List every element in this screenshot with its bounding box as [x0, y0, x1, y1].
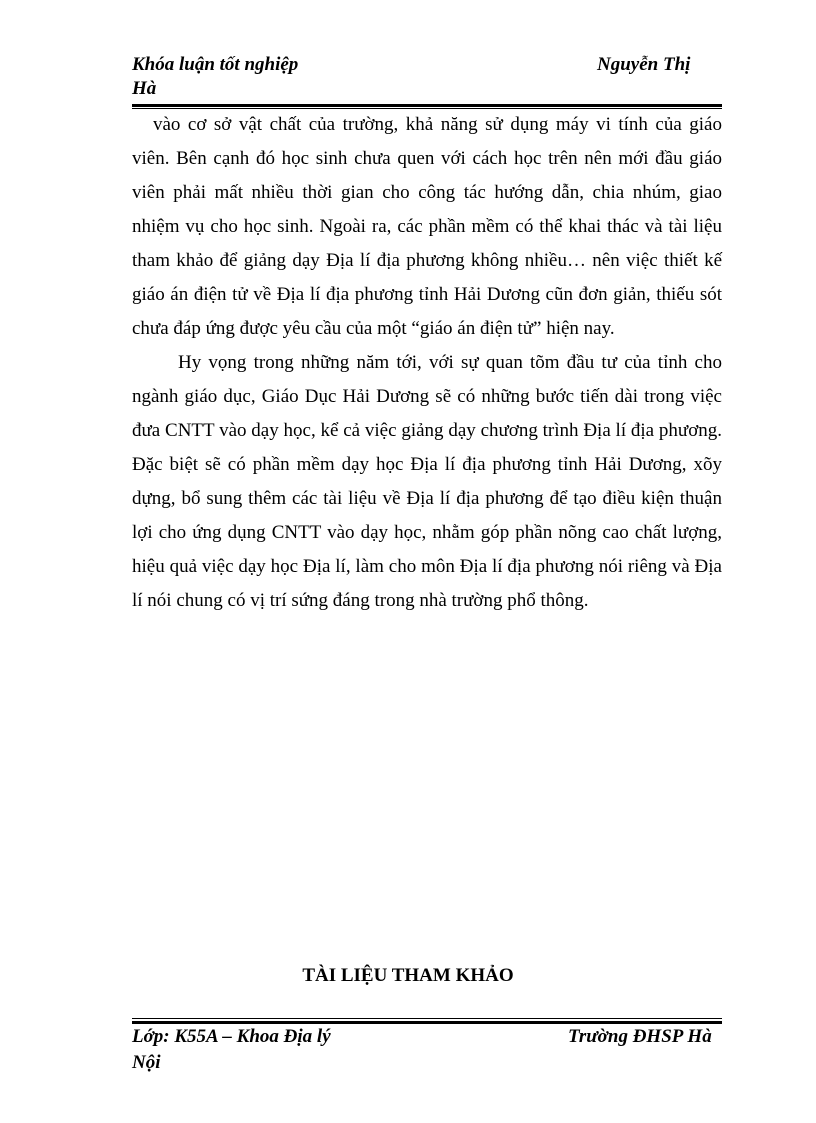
body-paragraph-2: Hy vọng trong những năm tới, với sự quan tõm đầu tư của tỉnh cho ngành giáo dục, Giáo Dục Hải Dương sẽ có những bước tiến dài trong việc đưa CNTT vào dạy học, kể cả việc giảng dạy chương trình Địa lí địa phương. Đặc biệt sẽ có phần mềm dạy học Địa lí địa phương tỉnh Hải Dương, xõy dựng, bổ sung thêm các tài liệu về Địa lí địa phương để tạo điều kiện thuận lợi cho ứng dụng CNTT vào dạy học, nhằm góp phần nõng cao chất lượng, hiệu quả việc dạy học Địa lí, làm cho môn Địa lí địa phương nói riêng và Địa lí nói chung có vị trí sứng đáng trong nhà trường phổ thông. [132, 352, 722, 611]
body-paragraph-1: vào cơ sở vật chất của trường, khả năng sử dụng máy vi tính của giáo viên. Bên cạnh đó học sinh chưa quen với cách học trên nên mới đầu giáo viên phải mất nhiều thời gian cho công tác hướng dẫn, chia nhúm, giao nhiệm vụ cho học sinh. Ngoài ra, các phần mềm có thể khai thác và tài liệu tham khảo để giảng dạy Địa lí địa phương không nhiều… nên việc thiết kế giáo án điện tử về Địa lí địa phương tỉnh Hải Dương cũn đơn giản, thiếu sót chưa đáp ứng được yêu cầu của một “giáo án điện tử” hiện nay. [132, 114, 722, 339]
footer-class-cont: Nội [132, 1052, 161, 1073]
header-author: Nguyễn Thị [597, 54, 691, 75]
footer-class: Lớp: K55A – Khoa Địa lý [132, 1026, 331, 1047]
header-rule [132, 104, 722, 107]
footer-school: Trường ĐHSP Hà [568, 1026, 712, 1047]
footer-left [132, 1024, 392, 1076]
footer-rule-thin [132, 1018, 722, 1019]
header-thesis-title: Khóa luận tốt nghiệp [132, 54, 299, 75]
header-left [132, 53, 392, 101]
references-heading: TÀI LIỆU THAM KHẢO [302, 965, 514, 986]
header-thesis-title-cont: Hà [132, 78, 157, 99]
